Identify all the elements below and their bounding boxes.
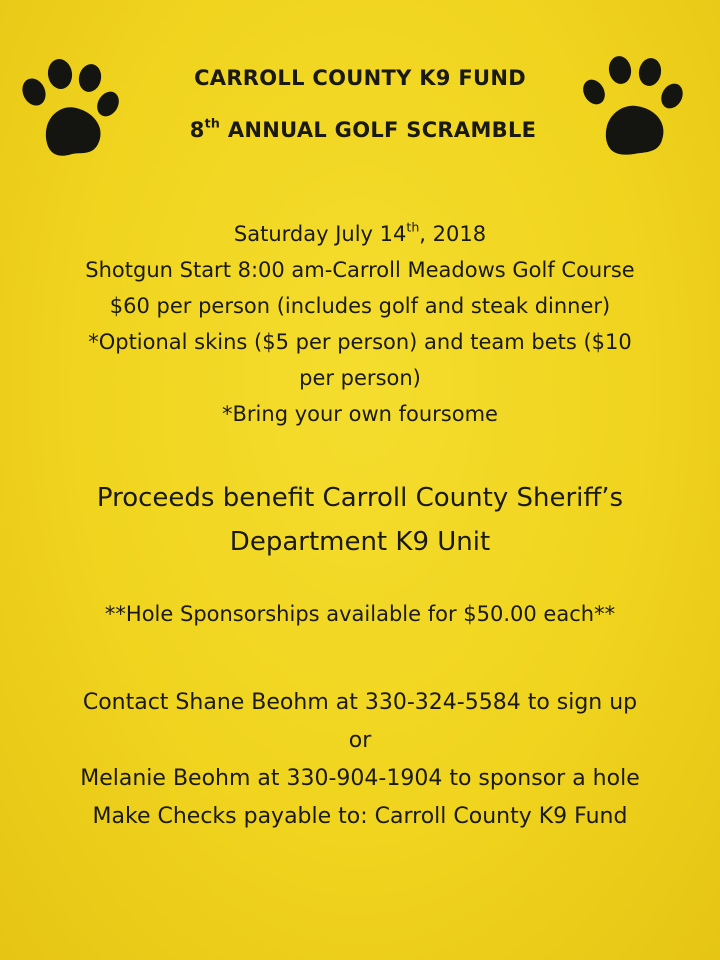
contact-line4: Make Checks payable to: Carroll County K9 Fund bbox=[92, 804, 628, 829]
contact-line3: Melanie Beohm at 330-904-1904 to sponsor a hole bbox=[80, 766, 640, 791]
fund-title: CARROLL COUNTY K9 FUND bbox=[194, 66, 526, 90]
contact-line1: Contact Shane Beohm at 330-324-5584 to sign up bbox=[82, 690, 638, 715]
event-details bbox=[0, 216, 720, 432]
event-price: $60 per person (includes golf and steak dinner) bbox=[109, 294, 611, 318]
event-date bbox=[0, 216, 720, 252]
event-date-prefix: Saturday July 14 bbox=[233, 222, 407, 246]
event-optional-line2: per person) bbox=[299, 366, 421, 390]
event-ordinal: 8 bbox=[189, 118, 205, 142]
event-title-rest: ANNUAL GOLF SCRAMBLE bbox=[220, 118, 537, 142]
proceeds-statement bbox=[0, 476, 720, 564]
proceeds-line1: Proceeds benefit Carroll County Sheriff’s bbox=[96, 483, 624, 513]
event-ordinal-suffix: th bbox=[204, 115, 221, 131]
contact-info bbox=[0, 684, 720, 836]
event-title bbox=[0, 116, 720, 168]
event-optional-line1: *Optional skins ($5 per person) and team bets ($10 bbox=[88, 330, 632, 354]
event-date-year: , 2018 bbox=[419, 222, 487, 246]
event-foursome: *Bring your own foursome bbox=[222, 402, 498, 426]
contact-line2: or bbox=[348, 728, 372, 753]
event-date-suffix: th bbox=[406, 219, 420, 235]
sponsorship-notice: **Hole Sponsorships available for $50.00 each** bbox=[104, 602, 616, 626]
event-start: Shotgun Start 8:00 am-Carroll Meadows Golf Course bbox=[85, 258, 635, 282]
proceeds-line2: Department K9 Unit bbox=[229, 527, 491, 557]
flyer-header bbox=[0, 64, 720, 168]
